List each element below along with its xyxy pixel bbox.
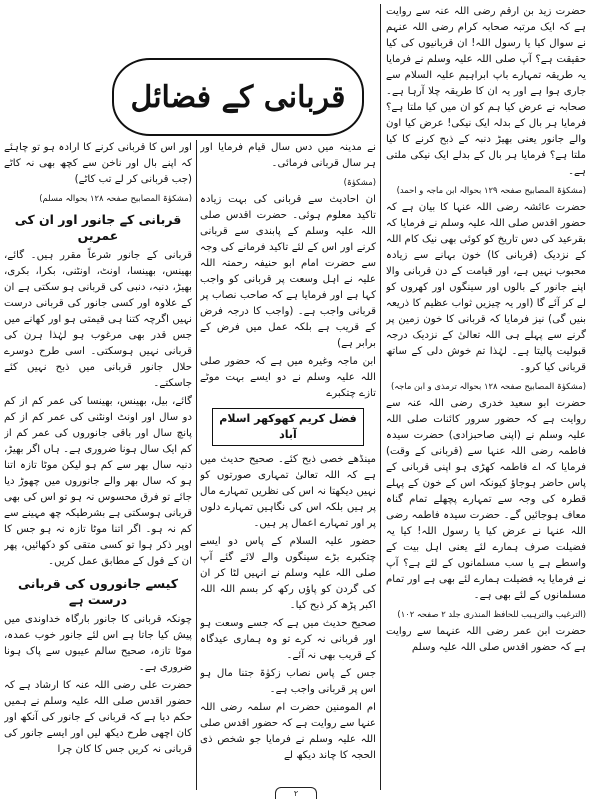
paragraph: حضرت عائشہ رضی اللہ عنہا کا بیان ہے کہ حضور اقدس صلی اللہ علیہ وسلم نے فرمایا کہ بقرعید کی دس تاریخ کو کوئی بھی نیک کام اللہ کے نزدیک (قربانی کا) خون بہانے سے زیادہ محبوب نہیں ہے، اور قیامت کے دن قربانی والا اپنے جانور کے بالوں اور سینگوں اور کھروں کو لے کر آئے گا (اور یہ چیزیں ثواب عظیم کا ذریعہ بنیں گی) نیز فرمایا کہ قربانی کا خون زمین پر گرنے سے پہلے ہی اللہ تعالیٰ کے نزدیک درجہ قبولیت پالیتا ہے۔ لہٰذا تم خوش دلی کے ساتھ قربانی کیا کرو۔ [386,202,586,373]
column-divider-left [196,140,197,790]
paragraph: حضرت علی رضی اللہ عنہ کا ارشاد ہے کہ حضور اقدس صلی اللہ علیہ وسلم نے ہمیں حکم دیا ہے کہ قربانی کے جانور کی آنکھ اور کان اچھی طرح دیکھ لیں اور ایسے جانور کی قربانی نہ کریں جس کا کان چرا [4,680,192,755]
reference: (مشکوٰۃ المصابیح صفحہ ۱۲۸ بحوالہ ترمذی و ابن ماجہ) [390,381,586,391]
paragraph: قربانی کے جانور شرعاً مقرر ہیں۔ گائے، بھینس، بھینسا، اونٹ، اونٹنی، بکرا، بکری، بھیڑ، دنبہ، دنبی کی قربانی ہو سکتی ہے ان کے علاوہ اور کسی جانور کی قربانی درست نہیں اگرچہ کتنا ہی قیمتی ہو اور کھانے میں جس قدر بھی مرغوب ہو لہٰذا ہرن کی قربانی نہیں ہوسکتی۔ اسی طرح دوسرے حلال جانور قربانی میں ذبح نہیں کئے جاسکتے۔ [4,250,192,389]
paragraph: گائے، بیل، بھینس، بھینسا کی عمر کم از کم دو سال اور اونٹ اونٹنی کی عمر کم از کم پانچ سال اور باقی جانوروں کی عمر کم از کم ایک سال ہونا ضروری ہے۔ ہاں اگر بھیڑ، دنبہ سال بھر سے کم ہو لیکن موٹا تازہ اتنا ہو کہ سال بھر والے جانوروں میں چھوڑ دیا جائے تو فرق محسوس نہ ہو تو اس کی بھی قربانی ہوسکتی ہے بشرطیکہ چھ مہینے سے کم نہ ہو۔ اگر اتنا موٹا تازہ نہ ہو جس کا اوپر ذکر ہوا تو کسی متقی کو دکھائیں، پھر ان کے قول کے مطابق عمل کریں۔ [4,396,192,567]
paragraph: صحیح حدیث میں ہے کہ جسے وسعت ہو اور قربانی نہ کرے تو وہ ہماری عیدگاہ کے قریب بھی نہ آئے۔ [200,618,376,661]
column-divider-right [380,4,381,790]
right-column [386,4,586,788]
paragraph: نے مدینہ میں دس سال قیام فرمایا اور ہر سال قربانی فرمائی۔ [200,142,376,169]
paragraph: ابن ماجہ وغیرہ میں ہے کہ حضور صلی اللہ علیہ وسلم نے دو ایسے بہت موٹے تازے چتکبرے [200,356,376,399]
paragraph: حضرت زید بن ارقم رضی اللہ عنہ سے روایت ہے کہ ایک مرتبہ صحابہ کرام رضی اللہ عنہم نے سوال کیا یا رسول اللہ! ان قربانیوں کی کیا حقیقت ہے؟ آپ صلی اللہ علیہ وسلم نے فرمایا یہ طریقہ تمہارے باپ ابراہیم علیہ السلام سے جاری ہوا ہے اور یہ ان کا طریقہ چلا آرہا ہے۔ صحابہ نے عرض کیا ہم کو ان میں کیا ملتا ہے؟ فرمایا ہر بال کے بدلہ ایک نیکی! عرض کیا اون والے جانور یعنی بھیڑ دنبہ کے ذبح کرنے کا کیا ملتا ہے؟ فرمایا ہر بال کے بدلے ایک نیکی ملتی ہے۔ [386,6,586,177]
paragraph: حضرت ابن عمر رضی اللہ عنہما سے روایت ہے کہ حضور اقدس صلی اللہ علیہ وسلم [386,626,586,653]
section-heading: قربانی کے جانور اور ان کی عمریں [14,212,182,243]
paragraph: جس کے پاس نصاب زکوٰۃ جتنا مال ہو اس پر قربانی واجب ہے۔ [200,668,376,695]
paragraph: ام المومنین حضرت ام سلمہ رضی اللہ عنہا سے روایت ہے کہ حضور اقدس صلی اللہ علیہ وسلم نے فرمایا جو شخص ذی الحجہ کا چاند دیکھ لے [200,702,376,761]
reference: (مشکوٰۃ المصابیح صفحہ ۱۲۹ بحوالہ ابن ماجہ و احمد) [396,185,586,195]
reference: (الترغیب والترہیب للحافظ المنذری جلد ۲ صفحہ ۱۰۲) [397,609,586,619]
section-heading: کیسے جانوروں کی قربانی درست ہے [18,576,178,607]
paragraph: مینڈھے خصی ذبح کئے۔ صحیح حدیث میں ہے کہ اللہ تعالیٰ تمہاری صورتوں کو نہیں دیکھتا نہ اس کی نظریں تمہارے مال پر ہیں بلکہ اس کی نگاہیں تمہارے دلوں پر اور تمہارے اعمال پر ہیں۔ [200,454,376,529]
reference: (مشکوٰۃ المصابیح صفحہ ۱۲۸ بحوالہ مسلم) [39,193,192,203]
page-number: ۲ [275,787,317,799]
page-title: قربانی کے فضائل [112,58,364,136]
paragraph: حضرت ابو سعید خدری رضی اللہ عنہ سے روایت ہے کہ حضور سرور کائنات صلی اللہ علیہ وسلم نے (اپنی صاحبزادی) حضرت سیدہ فاطمہ رضی اللہ عنہا سے (قربانی کے وقت) فرمایا کہ اے فاطمہ کھڑی ہو اپنی قربانی کے پاس حاضر ہوجاؤ کیونکہ اس کے خون کے پہلے قطرہ کی وجہ سے تمہارے پچھلے تمام گناہ معاف ہوجائیں گے۔ حضرت سیدہ فاطمہ رضی اللہ عنہا نے عرض کیا یا رسول اللہ! کیا یہ فضیلت صرف ہمارے لئے یعنی اہل بیت کے واسطے ہے یا سب مسلمانوں کے لئے ہے؟ آپ نے فرمایا یہ فضیلت ہمارے لئے بھی ہے اور تمام مسلمانوں کے لئے بھی ہے۔ [386,398,586,601]
reference: (مشکوٰۃ) [343,177,376,187]
left-column [4,140,192,788]
paragraph: اور اس کا قربانی کرنے کا ارادہ ہو تو چاہئے کہ اپنے بال اور ناخن سے کچھ بھی نہ کاٹے (جب قربانی کر لے تب کاٹے) [4,142,192,185]
paragraph: چونکہ قربانی کا جانور بارگاہ خداوندی میں پیش کیا جاتا ہے اس لئے جانور خوب عمدہ، موٹا تازہ، صحیح سالم عیبوں سے پاک ہونا ضروری ہے۔ [4,614,192,673]
paragraph: حضور علیہ السلام کے پاس دو ایسے چتکبرے بڑے سینگوں والے لائے گئے آپ صلی اللہ علیہ وسلم نے انہیں لٹا کر ان کی گردن کو پاؤں رکھ کر بسم اللہ اللہ اکبر پڑھ کر ذبح کیا۔ [200,536,376,611]
author-box: فضل کریم کھوکھر اسلام آباد [212,408,364,446]
paragraph: ان احادیث سے قربانی کی بہت زیادہ تاکید معلوم ہوئی۔ حضرت اقدس صلی اللہ علیہ وسلم کے پابندی سے قربانی کرنے اور اس کے لئے تاکید فرمانے کی وجہ سے حضرت امام ابو حنیفہ رحمتہ اللہ علیہ نے اہل وسعت پر قربانی کو واجب کہا ہے اور فرمایا ہے کہ صاحب نصاب پر قربانی واجب ہے۔ (واجب کا درجہ فرض کے قریب ہے بلکہ عمل میں فرض کے برابر ہے) [200,194,376,349]
middle-column [200,140,376,788]
